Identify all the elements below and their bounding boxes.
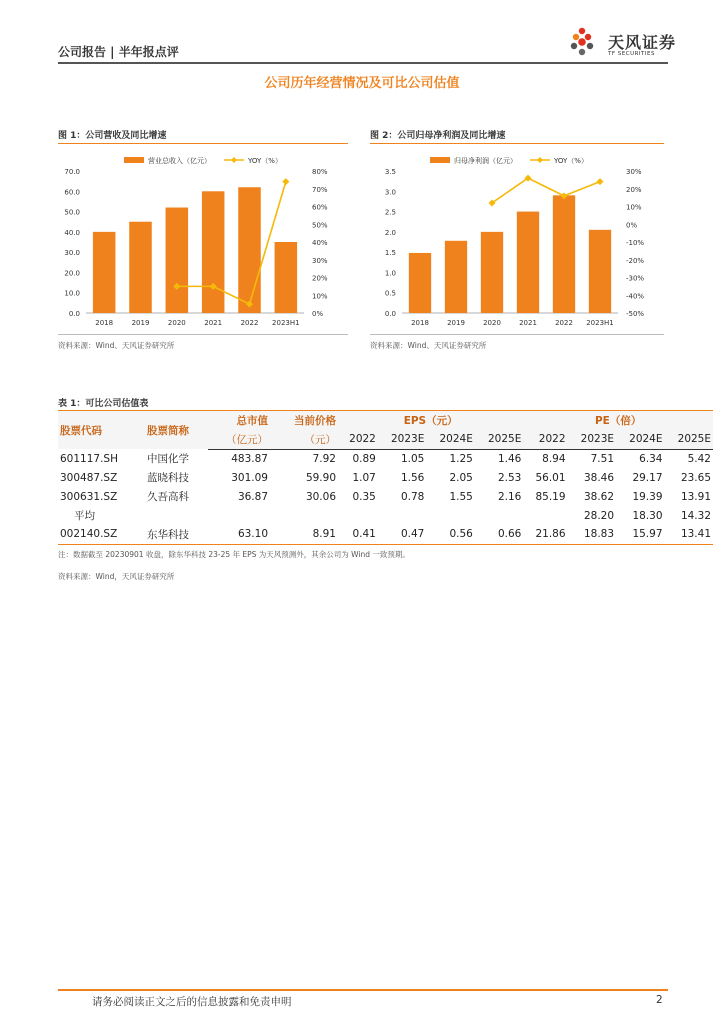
y-right-tick-label: 30% — [626, 168, 642, 176]
y-left-tick-label: 60.0 — [64, 188, 80, 197]
y-right-tick-label: -30% — [626, 274, 645, 283]
header-stock-name: 股票简称 — [128, 411, 208, 449]
cell-mcap: 483.87 — [231, 452, 268, 465]
figure-1-source: 资料来源：Wind、天风证券研究所 — [58, 341, 175, 350]
y-left-tick-label: 1.0 — [384, 269, 396, 278]
cell-pe — [523, 506, 567, 525]
cell-eps: 0.47 — [378, 525, 426, 544]
y-left-tick-label: 20.0 — [64, 269, 80, 278]
cell-eps: 0.66 — [475, 525, 523, 544]
cell-pe: 29.17 — [632, 471, 663, 484]
header-divider — [58, 62, 668, 64]
logo-text: 天风证券 — [608, 33, 677, 52]
x-tick-label: 2018 — [411, 319, 429, 327]
legend-line-marker — [231, 157, 237, 163]
header-eps: EPS（元） — [338, 411, 523, 430]
cell-eps: 0.41 — [338, 525, 378, 544]
x-tick-label: 2018 — [95, 319, 114, 327]
yoy-line — [177, 182, 286, 304]
header-pe-year: 2025E — [665, 430, 714, 449]
y-left-tick-label: 1.5 — [384, 249, 396, 258]
table-row — [58, 487, 713, 506]
cell-mcap: 301.09 — [231, 471, 268, 484]
cell-price: 8.91 — [270, 525, 338, 544]
y-right-tick-label: 30% — [312, 256, 328, 265]
y-right-tick-label: 60% — [312, 203, 328, 212]
y-right-tick-label: -20% — [626, 256, 645, 265]
y-right-tick-label: 0% — [626, 221, 638, 230]
cell-pe: 21.86 — [523, 525, 567, 544]
cell-stock-name: 蓝晓科技 — [147, 472, 189, 484]
header-stock-code: 股票代码 — [58, 411, 128, 449]
cell-eps: 1.07 — [352, 471, 376, 484]
cell-eps: 1.05 — [400, 452, 425, 465]
yoy-point — [597, 178, 604, 185]
cell-pe: 15.97 — [616, 525, 664, 544]
header-price: 当前价格 — [270, 411, 338, 430]
cell-pe: 13.91 — [680, 490, 711, 503]
figure-1-bottom-rule — [58, 334, 348, 335]
y-left-tick-label: 0.0 — [384, 310, 396, 318]
figure-2-source: 资料来源：Wind、天风证券研究所 — [370, 341, 487, 350]
cell-pe: 14.32 — [680, 509, 711, 522]
legend-bar-label: 营业总收入（亿元） — [148, 157, 211, 165]
legend-line-label: YOY（%） — [248, 157, 282, 165]
section-title: 公司历年经营情况及可比公司估值 — [264, 76, 460, 91]
table-source: 资料来源：Wind，天风证券研究所 — [58, 572, 175, 581]
table-row — [58, 468, 713, 487]
cell-pe: 13.41 — [665, 525, 714, 544]
y-right-tick-label: 10% — [626, 203, 642, 212]
y-right-tick-label: 40% — [312, 239, 328, 247]
bar — [445, 241, 467, 313]
y-right-tick-label: 20% — [626, 185, 642, 194]
legend-bar-label: 归母净利润（亿元） — [454, 157, 517, 165]
header-pe-year: 2023E — [568, 430, 616, 449]
report-header-title: 公司报告 | 半年报点评 — [58, 45, 179, 59]
x-tick-label: 2021 — [519, 319, 537, 327]
cell-pe: 56.01 — [535, 471, 566, 484]
y-left-tick-label: 50.0 — [64, 208, 80, 217]
cell-stock-code: 300631.SZ — [60, 490, 118, 503]
cell-eps — [338, 506, 378, 525]
x-tick-label: 2023H1 — [586, 319, 614, 327]
bar — [129, 222, 152, 313]
cell-stock-code: 平均 — [74, 510, 95, 522]
header-eps-year: 2023E — [378, 430, 426, 449]
header-pe: PE（倍） — [523, 411, 713, 430]
cell-mcap: 63.10 — [208, 525, 270, 544]
cell-pe: 8.94 — [542, 452, 566, 465]
x-tick-label: 2023H1 — [272, 319, 300, 327]
cell-mcap: 36.87 — [237, 490, 268, 503]
cell-eps — [426, 506, 474, 525]
cell-pe: 7.51 — [590, 452, 615, 465]
y-left-tick-label: 3.5 — [384, 168, 396, 176]
cell-price: 59.90 — [305, 471, 336, 484]
legend-line-marker — [537, 157, 543, 163]
y-right-tick-label: 20% — [312, 274, 328, 283]
cell-mcap — [208, 506, 270, 525]
y-right-tick-label: -50% — [626, 310, 645, 318]
bar — [275, 242, 298, 313]
bar — [553, 195, 575, 313]
cell-eps: 1.25 — [449, 452, 473, 465]
cell-stock-code: 300487.SZ — [60, 471, 118, 484]
y-right-tick-label: 10% — [312, 292, 328, 301]
x-tick-label: 2022 — [555, 319, 573, 327]
cell-eps: 0.35 — [352, 490, 376, 503]
revenue-chart — [58, 148, 350, 332]
cell-pe: 18.30 — [632, 509, 663, 522]
table-row — [58, 525, 713, 544]
cell-stock-name: 东华科技 — [128, 525, 208, 544]
cell-pe: 38.46 — [583, 471, 615, 484]
cell-price: 30.06 — [305, 490, 336, 503]
logo-subtext: TF SECURITIES — [608, 51, 655, 57]
y-right-tick-label: 80% — [312, 168, 328, 176]
table-row — [58, 506, 713, 525]
header-mcap-unit: （亿元） — [208, 430, 270, 449]
cell-stock-code: 002140.SZ — [58, 525, 128, 544]
y-right-tick-label: 50% — [312, 221, 328, 230]
cell-pe: 38.62 — [583, 490, 615, 503]
cell-price: 7.92 — [312, 452, 336, 465]
bar — [93, 232, 116, 313]
cell-eps: 2.16 — [497, 490, 522, 503]
figure-1-rule — [58, 143, 348, 144]
cell-eps: 1.55 — [449, 490, 473, 503]
x-tick-label: 2019 — [131, 319, 150, 327]
cell-stock-name — [128, 506, 208, 525]
cell-stock-name: 中国化学 — [147, 453, 189, 465]
y-right-tick-label: 70% — [312, 185, 328, 194]
yoy-line — [492, 178, 600, 203]
cell-eps — [378, 506, 426, 525]
yoy-point — [282, 178, 289, 185]
logo-flower-icon — [571, 28, 593, 55]
bar — [238, 187, 261, 313]
bar — [202, 191, 225, 313]
bar — [409, 253, 431, 313]
cell-price — [270, 506, 338, 525]
cell-stock-name: 久吾高科 — [147, 491, 189, 503]
y-left-tick-label: 30.0 — [64, 249, 80, 258]
bar — [166, 208, 189, 313]
bar — [589, 230, 611, 313]
y-left-tick-label: 10.0 — [64, 289, 80, 298]
legend-bar-swatch — [124, 157, 144, 163]
table-note: 注：数据截至 20230901 收盘，除东华科技 23-25 年 EPS 为天风预测外，其余公司为 Wind 一致预期。 — [58, 550, 410, 559]
y-left-tick-label: 0.0 — [68, 310, 80, 318]
figure-2-title: 图 2：公司归母净利润及同比增速 — [370, 131, 506, 141]
x-tick-label: 2020 — [483, 319, 501, 327]
y-left-tick-label: 0.5 — [384, 289, 396, 298]
legend-line-label: YOY（%） — [554, 157, 588, 165]
header-price-unit: （元） — [270, 430, 338, 449]
header-pe-year: 2022 — [523, 430, 567, 449]
cell-stock-code: 601117.SH — [60, 452, 118, 465]
footer-disclaimer: 请务必阅读正文之后的信息披露和免责申明 — [92, 996, 292, 1008]
y-right-tick-label: -40% — [626, 292, 645, 301]
cell-eps: 1.46 — [497, 452, 522, 465]
header-eps-year: 2024E — [426, 430, 474, 449]
cell-pe: 5.42 — [687, 452, 711, 465]
y-right-tick-label: 0% — [312, 310, 324, 318]
bar — [481, 232, 503, 313]
figure-2-rule — [370, 143, 664, 144]
footer-divider — [58, 989, 668, 991]
y-right-tick-label: -10% — [626, 239, 645, 247]
cell-pe: 85.19 — [535, 490, 566, 503]
net-profit-chart — [366, 148, 666, 332]
cell-eps: 1.56 — [400, 471, 425, 484]
y-left-tick-label: 2.0 — [384, 228, 396, 237]
header-pe-year: 2024E — [616, 430, 664, 449]
cell-eps: 2.05 — [449, 471, 473, 484]
cell-pe: 23.65 — [680, 471, 711, 484]
x-tick-label: 2020 — [167, 319, 186, 327]
cell-eps: 2.53 — [497, 471, 522, 484]
page-number: 2 — [656, 994, 663, 1006]
x-tick-label: 2019 — [447, 319, 465, 327]
cell-pe: 28.20 — [583, 509, 615, 522]
x-tick-label: 2021 — [204, 319, 223, 327]
legend-bar-swatch — [430, 157, 450, 163]
y-left-tick-label: 70.0 — [64, 168, 80, 176]
figure-2-bottom-rule — [370, 334, 664, 335]
y-left-tick-label: 3.0 — [384, 188, 396, 197]
cell-pe: 6.34 — [639, 452, 663, 465]
header-eps-year: 2025E — [475, 430, 523, 449]
figure-1-title: 图 1：公司营收及同比增速 — [58, 131, 167, 141]
y-left-tick-label: 40.0 — [64, 228, 80, 237]
table-row — [58, 449, 713, 468]
table-1-title: 表 1：可比公司估值表 — [58, 399, 149, 409]
valuation-table — [58, 411, 713, 545]
cell-eps: 0.89 — [352, 452, 376, 465]
x-tick-label: 2022 — [240, 319, 259, 327]
cell-eps: 0.56 — [426, 525, 474, 544]
header-mcap: 总市值 — [208, 411, 270, 430]
cell-eps: 0.78 — [400, 490, 425, 503]
cell-pe: 18.83 — [568, 525, 616, 544]
cell-pe: 19.39 — [632, 490, 663, 503]
bar — [517, 212, 539, 313]
cell-eps — [475, 506, 523, 525]
header-eps-year: 2022 — [338, 430, 378, 449]
y-left-tick-label: 2.5 — [384, 208, 396, 217]
